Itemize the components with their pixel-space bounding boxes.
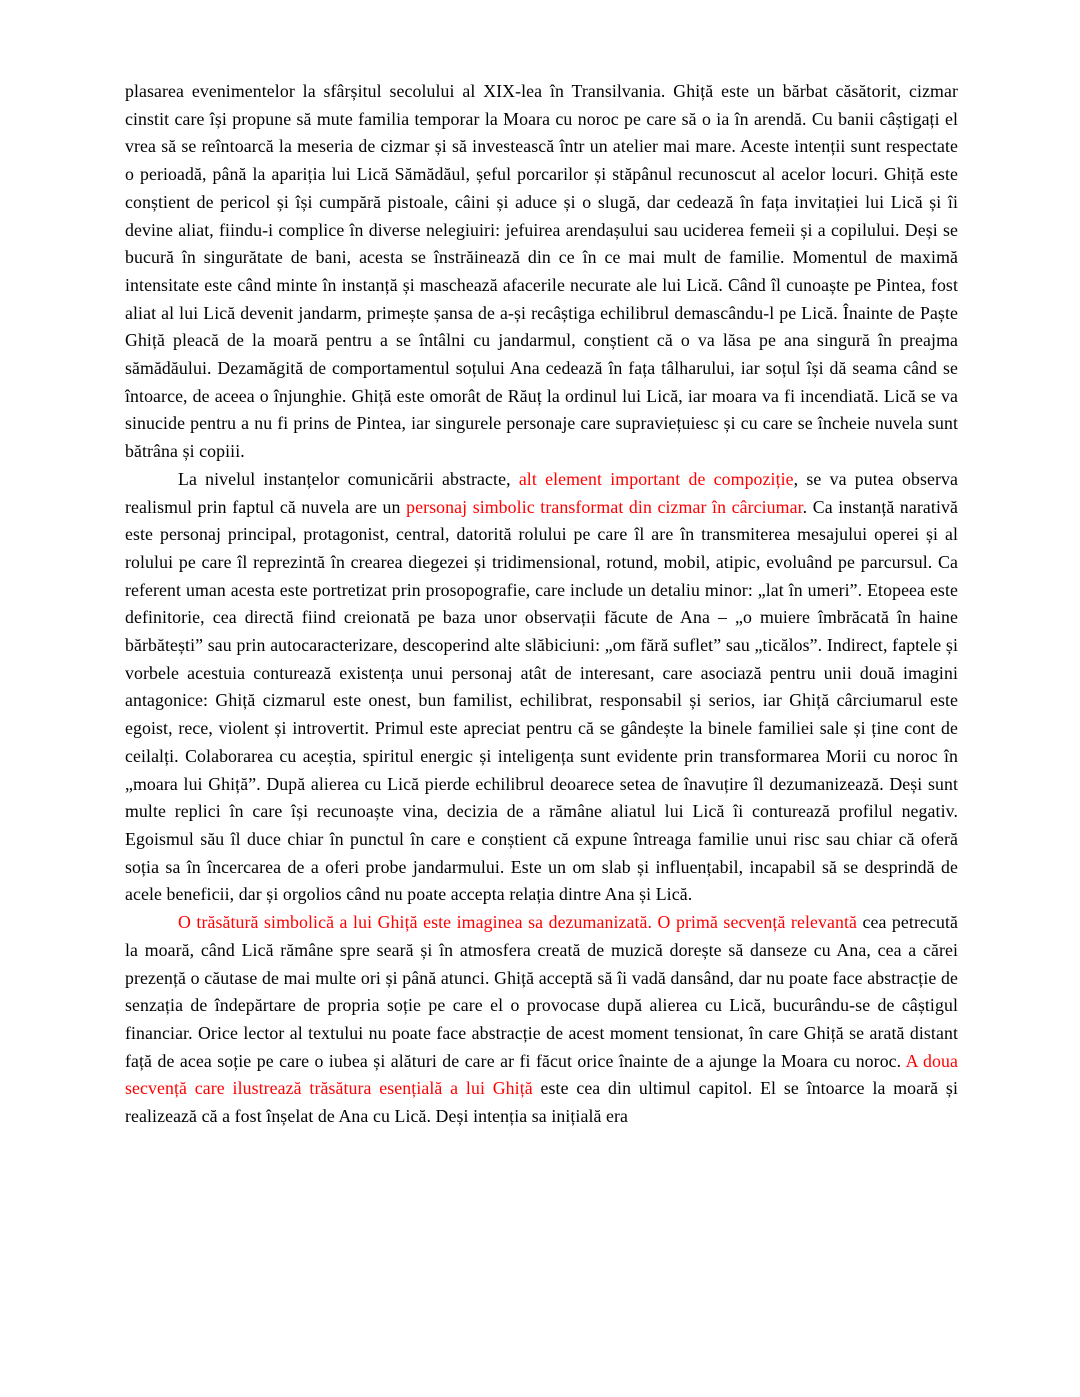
body-text: , se va putea observa realismul prin faptul că nuvela are un [125,468,958,517]
paragraph [125,78,958,466]
body-text: La nivelul instanțelor comunicării abstracte, [178,468,519,489]
body-text: plasarea evenimentelor la sfârșitul secolului al XIX-lea în Transilvania. Ghiță este un bărbat căsătorit, cizmar cinstit care își propune să mute familia temporar la Moara cu noroc pe care să o ia în arendă. Cu banii câștigați el vrea să se reîntoarcă la meseria de cizmar și să investească într un atelier mai mare. Aceste intenții sunt respectate o perioadă, până la apariția lui Lică Sămădăul, șeful porcarilor și stăpânul recunoscut al acelor locuri. Ghiță este conștient de pericol și își cumpără pistoale, câini și aduce și o slugă, dar cedează în fața invitației lui Lică și îi devine aliat, fiindu-i complice în diverse nelegiuiri: jefuirea arendașului sau uciderea femeii și a copilului. Deși se bucură în singurătate de bani, acesta se înstrăinează din ce în ce mai mult de familie. Momentul de maximă intensitate este când minte în instanță și maschează afacerile necurate ale lui Lică. Când îl cunoaște pe Pintea, fost aliat al lui Lică devenit jandarm, primește șansa de a-și recâștiga echilibrul demascându-l pe Lică. Înainte de Paște Ghiță pleacă de la moară pentru a se întâlni cu jandarmul, conștient că o va lăsa pe ana singură în preajma sămădăului. Dezamăgită de comportamentul soțului Ana cedează în fața tâlharului, iar soțul își dă seama când se întoarce, de aceea o înjunghie. Ghiță este omorât de Răuț la ordinul lui Lică, iar moara va fi incendiată. Lică se va sinucide pentru a nu fi prins de Pintea, iar singurele personaje care supraviețuiesc și cu care se încheie nuvela sunt bătrâna și copiii. [125,81,958,462]
paragraph [125,466,958,909]
body-text: este cea din ultimul capitol. El se întoarce la moară și realizează că a fost înșelat de Ana cu Lică. Deși intenția sa inițială era [125,1078,958,1127]
highlighted-text: personaj simbolic transformat din cizmar în cârciumar [406,496,803,517]
highlighted-text: A doua secvență care ilustrează trăsătura esențială a lui Ghiță [125,1050,958,1099]
highlighted-text: O trăsătură simbolică a lui Ghiță este imaginea sa dezumanizată. O primă secvență relevantă [178,912,857,933]
highlighted-text: alt element important de compoziție [518,468,794,489]
body-text: . Ca instanță narativă este personaj principal, protagonist, central, datorită rolului pe care îl are în transmiterea mesajului operei și al rolului pe care îl reprezintă în crearea diegezei și tridimensional, rotund, mobil, atipic, evoluând pe parcursul. Ca referent uman acesta este portretizat prin prosopografie, care include un detaliu minor: „lat în umeri”. Etopeea este definitorie, cea directă fiind creionată pe baza unor observații făcute de Ana – „o muiere îmbrăcată în haine bărbătești” sau prin autocaracterizare, descoperind alte slăbiciuni: „om fără suflet” sau „ticălos”. Indirect, faptele și vorbele acestuia conturează existența unui personaj atât de interesant, care asociază pentru unii două imagini antagonice: Ghiță cizmarul este onest, bun familist, echilibrat, responsabil și serios, iar Ghiță cârciumarul este egoist, rece, violent și introvertit. Primul este apreciat pentru că se gândește la binele familiei sale și ține cont de ceilalți. Colaborarea cu aceștia, spiritul energic și inteligența sunt evidente prin transformarea Morii cu noroc în „moara lui Ghiță”. După alierea cu Lică pierde echilibrul deoarece setea de înavuțire îl dezumanizează. Deși sunt multe replici în care își recunoaște vina, decizia de a rămâne aliatul lui Lică îi conturează profilul negativ. Egoismul său îl duce chiar în punctul în care e conștient că expune întreaga familie unui risc sau chiar că oferă soția sa în încercarea de a oferi probe jandarmului. Este un om slab și influențabil, incapabil să se desprindă de acele beneficii, dar și orgolios când nu poate accepta relația dintre Ana și Lică. [125,496,958,905]
body-text: cea petrecută la moară, când Lică rămâne spre seară și în atmosfera creată de muzică dorește să danseze cu Ana, cea a cărei prezență o căutase de mai multe ori și până atunci. Ghiță acceptă să îi vadă dansând, dar nu poate face abstracție de senzația de îndepărtare de propria soție pe care el o provocase după alierea cu Lică, bucurându-se de câștigul financiar. Orice lector al textului nu poate face abstracție de acest moment tensionat, în care Ghiță se arată distant față de acea soție pe care o iubea și alături de care ar fi făcut orice înainte de a ajunge la Moara cu noroc. [125,912,958,1071]
document-body [125,78,958,1131]
paragraph [125,909,958,1131]
